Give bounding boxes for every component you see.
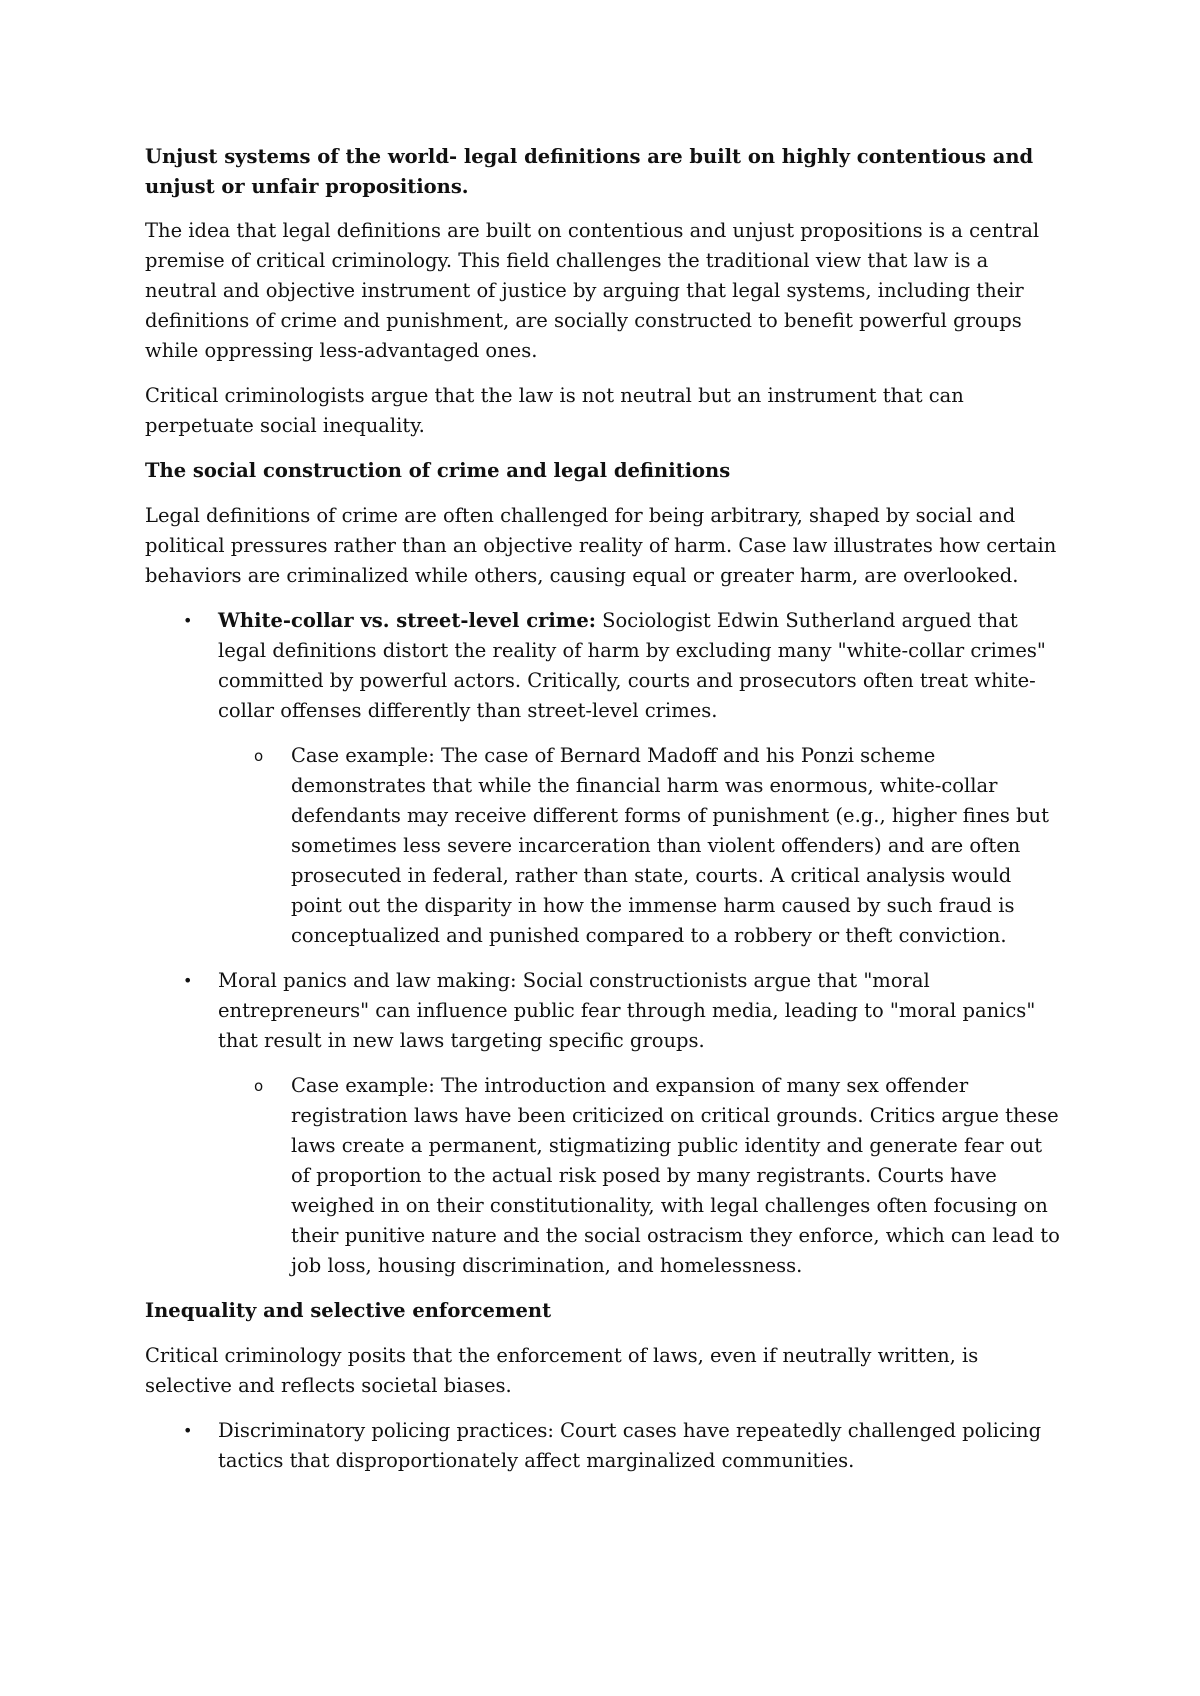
intro-paragraph: The idea that legal definitions are built on contentious and unjust propositions is a central premise of critical criminology. This field challenges the traditional view that law is a neutral and objective instrument of justice by arguing that legal systems, including their definitions of crime and punishment, are socially constructed to benefit powerful groups while oppressing less-advantaged ones. [145,219,1040,362]
section-heading: The social construction of crime and legal definitions [145,459,731,482]
bullet-text: Moral panics and law making: Social constructionists argue that "moral entrepreneurs" can influence public fear through media, leading to "moral panics" that result in new laws targeting specific groups. [218,969,1036,1052]
sub-list-item [218,1071,1065,1281]
list-item [145,1416,1065,1476]
list-item [145,606,1065,951]
bullet-text: Discriminatory policing practices: Court cases have repeatedly challenged policing tactics that disproportionately affect marginalized communities. [218,1419,1042,1472]
section-paragraph: Critical criminology posits that the enforcement of laws, even if neutrally written, is selective and reflects societal biases. [145,1344,979,1397]
bullet-icon: • [183,971,193,990]
document-title: Unjust systems of the world- legal definitions are built on highly contentious and unjust or unfair propositions. [145,145,1034,198]
intro-paragraph: Critical criminologists argue that the law is not neutral but an instrument that can perpetuate social inequality. [145,384,964,437]
list-item [145,966,1065,1281]
circle-bullet-icon: o [254,747,264,765]
sub-item-text: Case example: The case of Bernard Madoff and his Ponzi scheme demonstrates that while the financial harm was enormous, white-collar defendants may receive different forms of punishment (e.g., higher fines but sometimes less severe incarceration than violent offenders) and are often prosecuted in federal, rather than state, courts. A critical analysis would point out the disparity in how the immense harm caused by such fraud is conceptualized and punished compared to a robbery or theft conviction. [291,744,1049,947]
section-paragraph: Legal definitions of crime are often challenged for being arbitrary, shaped by social and political pressures rather than an objective reality of harm. Case law illustrates how certain behaviors are criminalized while others, causing equal or greater harm, are overlooked. [145,504,1057,587]
sub-item-text: Case example: The introduction and expansion of many sex offender registration laws have been criticized on critical grounds. Critics argue these laws create a permanent, stigmatizing public identity and generate fear out of proportion to the actual risk posed by many registrants. Courts have weighed in on their constitutionality, with legal challenges often focusing on their punitive nature and the social ostracism they enforce, which can lead to job loss, housing discrimination, and homelessness. [291,1074,1060,1277]
circle-bullet-icon: o [254,1077,264,1095]
bullet-list [145,606,1065,1281]
bullet-text: Sociologist Edwin Sutherland argued that legal definitions distort the reality of harm by excluding many "white-collar crimes" committed by powerful actors. Critically, courts and prosecutors often treat white-collar offenses differently than street-level crimes. [218,609,1046,722]
sub-list [218,1071,1065,1281]
sub-list [218,741,1065,951]
bullet-icon: • [183,611,193,630]
document-page [145,142,1065,1491]
bullet-lead: White-collar vs. street-level crime: [218,609,596,632]
section-heading: Inequality and selective enforcement [145,1299,552,1322]
bullet-icon: • [183,1421,193,1440]
sub-list-item [218,741,1065,951]
bullet-list [145,1416,1065,1476]
